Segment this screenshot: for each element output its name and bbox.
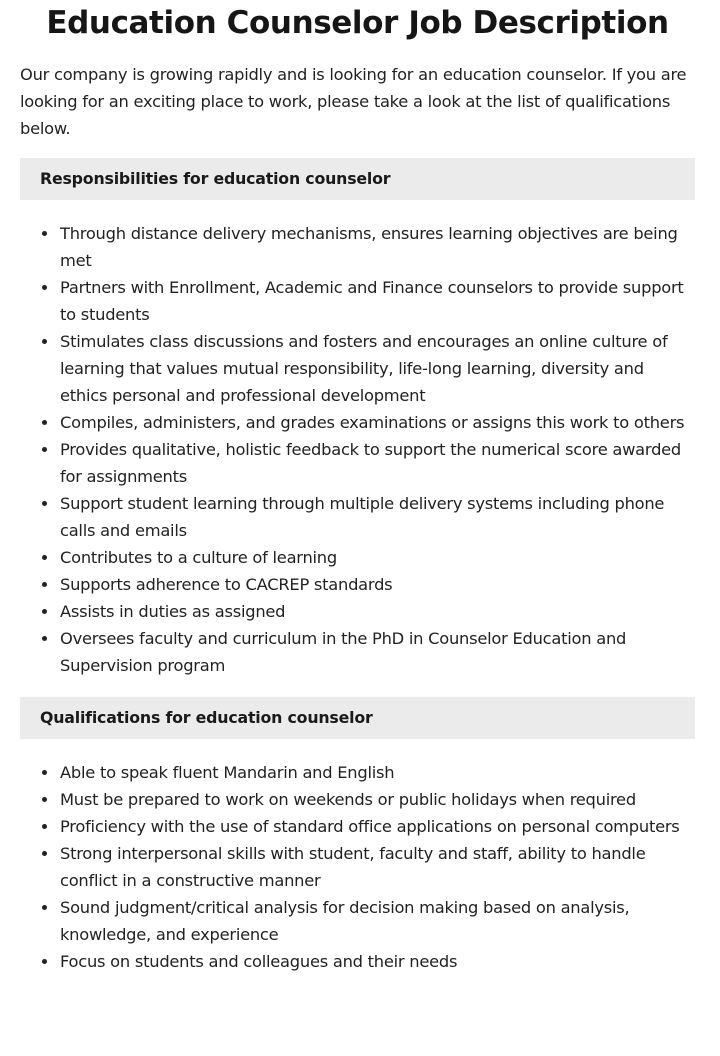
list-item: Must be prepared to work on weekends or public holidays when required: [60, 786, 695, 813]
responsibilities-heading: Responsibilities for education counselor: [20, 158, 695, 200]
list-item: Sound judgment/critical analysis for decision making based on analysis, knowledge, and experience: [60, 894, 695, 948]
list-item: Through distance delivery mechanisms, ensures learning objectives are being met: [60, 220, 695, 274]
list-item: Compiles, administers, and grades examinations or assigns this work to others: [60, 409, 695, 436]
list-item: Partners with Enrollment, Academic and Finance counselors to provide support to students: [60, 274, 695, 328]
list-item: Stimulates class discussions and fosters and encourages an online culture of learning that values mutual responsibility, life-long learning, diversity and ethics personal and professional development: [60, 328, 695, 409]
list-item: Provides qualitative, holistic feedback to support the numerical score awarded for assignments: [60, 436, 695, 490]
list-item: Supports adherence to CACREP standards: [60, 571, 695, 598]
job-description-page: [20, 0, 695, 975]
list-item: Assists in duties as assigned: [60, 598, 695, 625]
page-title: Education Counselor Job Description: [46, 5, 669, 41]
list-item: Contributes to a culture of learning: [60, 544, 695, 571]
list-item: Strong interpersonal skills with student, faculty and staff, ability to handle conflict in a constructive manner: [60, 840, 695, 894]
list-item: Proficiency with the use of standard office applications on personal computers: [60, 813, 695, 840]
list-item: Focus on students and colleagues and their needs: [60, 948, 695, 975]
intro-paragraph: Our company is growing rapidly and is looking for an education counselor. If you are looking for an exciting place to work, please take a look at the list of qualifications below.: [20, 65, 687, 138]
responsibilities-list: [20, 220, 695, 679]
qualifications-heading: Qualifications for education counselor: [20, 697, 695, 739]
list-item: Oversees faculty and curriculum in the PhD in Counselor Education and Supervision program: [60, 625, 695, 679]
list-item: Able to speak fluent Mandarin and English: [60, 759, 695, 786]
qualifications-list: [20, 759, 695, 975]
list-item: Support student learning through multiple delivery systems including phone calls and emails: [60, 490, 695, 544]
